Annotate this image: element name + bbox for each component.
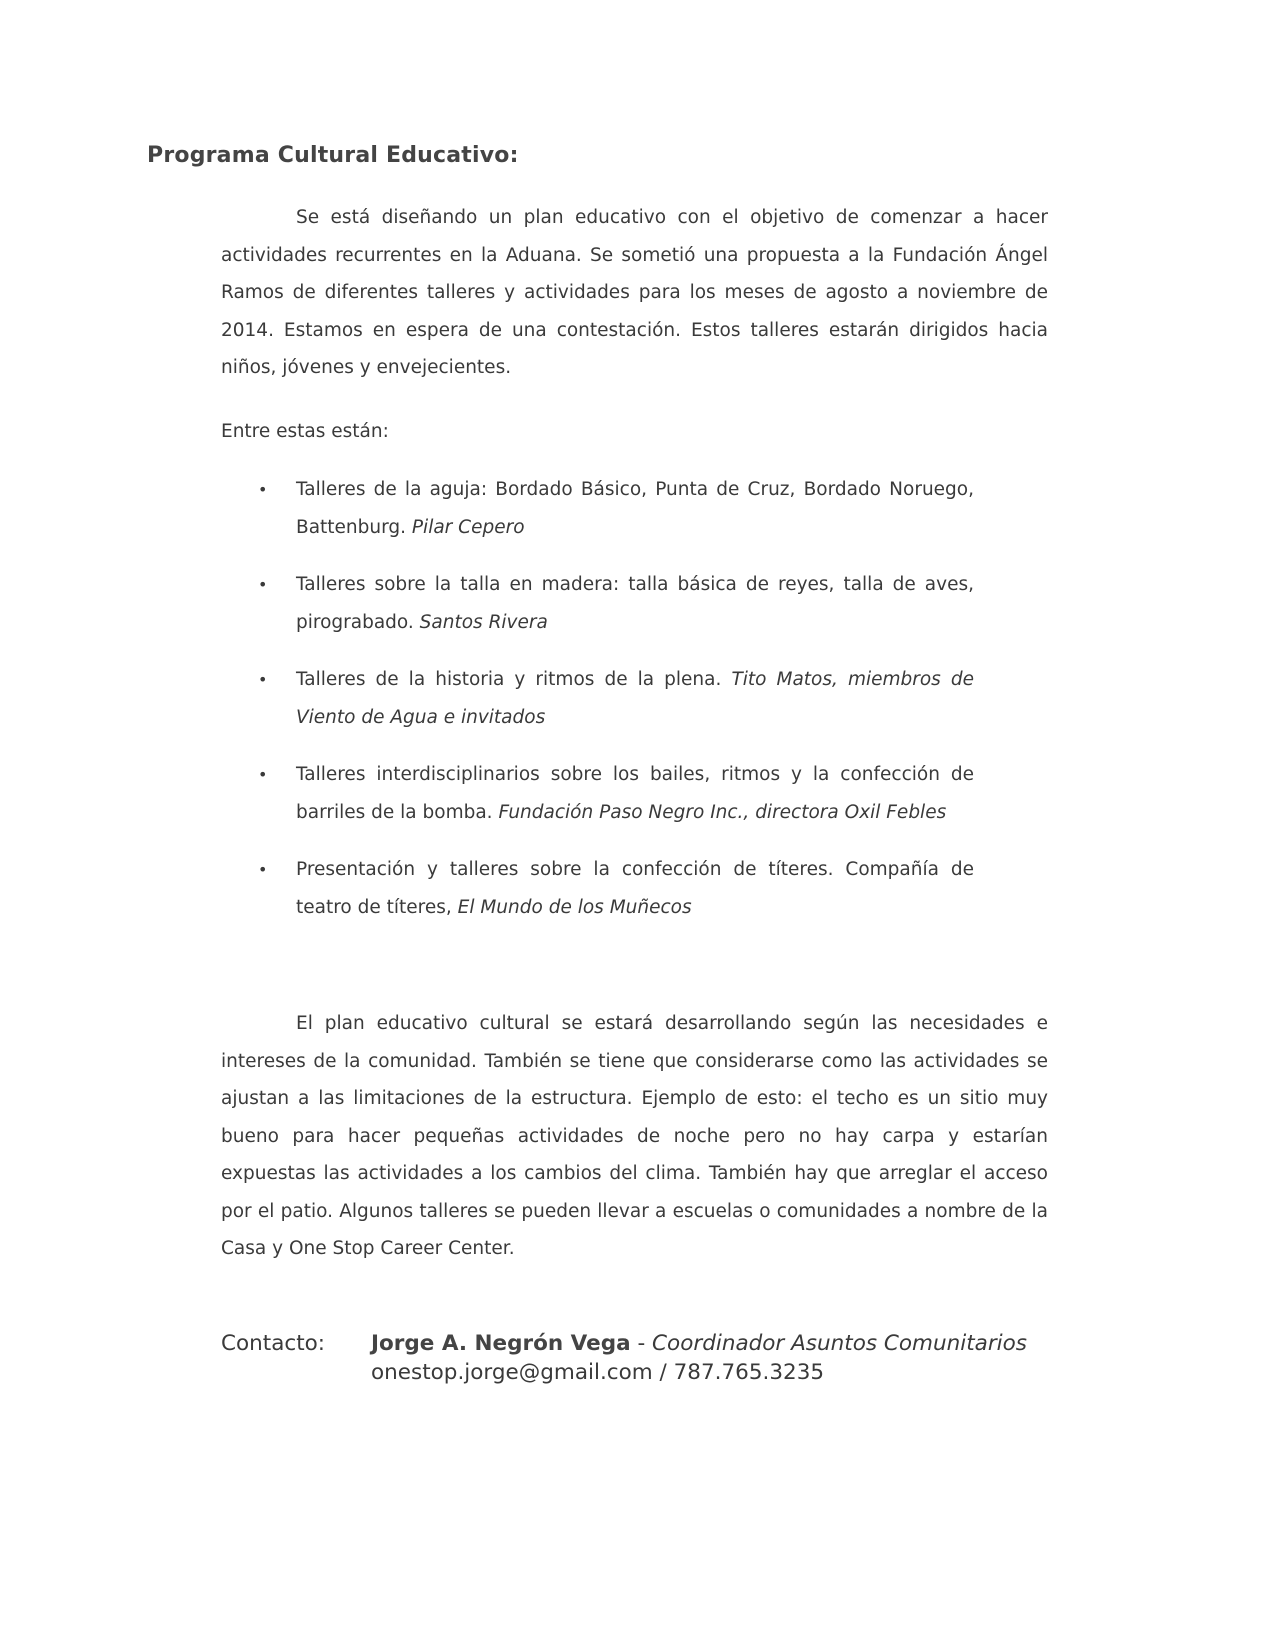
closing-paragraph: El plan educativo cultural se estará desarrollando según las necesidades e intereses de la comunidad. También se tiene que considerarse como las actividades se ajustan a las limitaciones de la estructura. Ejemplo de esto: el techo es un sitio muy bueno para hacer pequeñas actividades de noche pero no hay carpa y estarían expuestas las actividades a los cambios del clima. También hay que arreglar el acceso por el patio. Algunos talleres se pueden llevar a escuelas o comunidades a nombre de la Casa y One Stop Career Center. [221, 1013, 1048, 1259]
workshop-item-puppets [221, 851, 974, 926]
workshop-item-needlework [221, 471, 974, 546]
list-intro: Entre estas están: [221, 421, 389, 442]
workshop-description: Talleres de la historia y ritmos de la plena. [296, 669, 732, 690]
workshop-item-woodcarving [221, 566, 974, 641]
workshop-credit: El Mundo de los Muñecos [457, 896, 692, 918]
contact-line [371, 1329, 1027, 1358]
contact-role: Coordinador Asuntos Comunitarios [652, 1331, 1027, 1356]
page-title: Programa Cultural Educativo: [147, 143, 519, 168]
workshop-credit: Pilar Cepero [411, 516, 525, 538]
workshop-description: Talleres interdisciplinarios sobre los bailes, ritmos y la confección de barriles de la bomba. [296, 764, 974, 823]
workshop-item-bomba [221, 756, 974, 831]
contact-email-phone[interactable]: onestop.jorge@gmail.com / 787.765.3235 [371, 1360, 825, 1385]
contact-name: Jorge A. Negrón Vega [371, 1331, 631, 1356]
workshop-description: Presentación y talleres sobre la confección de títeres. Compañía de teatro de títeres, [296, 859, 974, 918]
workshop-credit: Santos Rivera [419, 611, 548, 633]
workshop-description: Talleres de la aguja: Bordado Básico, Punta de Cruz, Bordado Noruego, Battenburg. [296, 479, 974, 538]
workshop-credit: Tito Matos, miembros de Viento de Agua e invitados [296, 669, 974, 728]
bullet-icon: • [258, 480, 268, 499]
intro-paragraph: Se está diseñando un plan educativo con el objetivo de comenzar a hacer actividades recurrentes en la Aduana. Se sometió una propuesta a la Fundación Ángel Ramos de diferentes talleres y actividades para los meses de agosto a noviembre de 2014. Estamos en espera de una contestación. Estos talleres estarán dirigidos hacia niños, jóvenes y envejecientes. [221, 207, 1048, 378]
workshop-item-plena [221, 661, 974, 736]
contact-separator: - [630, 1331, 653, 1356]
contact-label: Contacto: [221, 1331, 326, 1356]
workshop-credit: Fundación Paso Negro Inc., directora Oxil Febles [498, 801, 947, 823]
contact-details [371, 1329, 1027, 1387]
bullet-icon: • [258, 765, 268, 784]
bullet-icon: • [258, 860, 268, 879]
workshop-list [221, 471, 974, 946]
bullet-icon: • [258, 670, 268, 689]
workshop-description: Talleres sobre la talla en madera: talla básica de reyes, talla de aves, pirograbado. [296, 574, 974, 633]
bullet-icon: • [258, 575, 268, 594]
